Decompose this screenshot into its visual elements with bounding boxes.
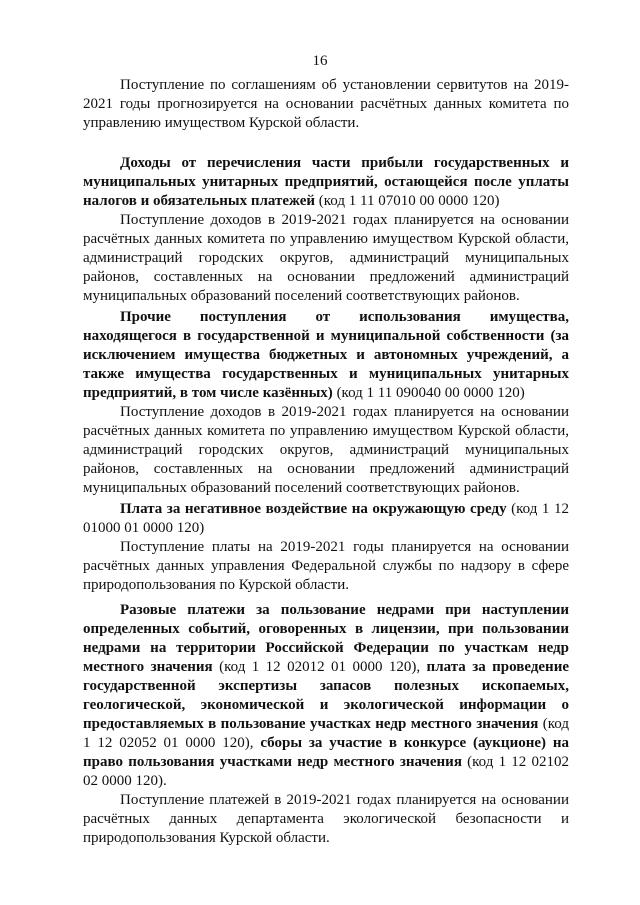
bold-text-run: налогов и обязательных платежей <box>83 193 316 209</box>
text-line <box>83 639 569 658</box>
bold-text-run: Прочие поступления от использования имущества, <box>120 309 569 325</box>
bold-text-run: предоставляемых в пользование участках недр местного значения <box>83 716 539 732</box>
bold-text-run: исключением имущества бюджетных и автономных учреждений, а <box>83 347 569 363</box>
text-run: 1 12 02052 01 0000 120), <box>83 735 261 751</box>
text-line <box>83 192 569 211</box>
bold-text-run: также имущества государственных и муниципальных унитарных <box>83 366 569 382</box>
text-line <box>83 308 569 327</box>
text-line <box>83 696 569 715</box>
text-line: Поступление платежей в 2019-2021 годах планируется на основании <box>120 792 569 808</box>
text-line: Поступление доходов в 2019-2021 годах планируется на основании <box>120 404 569 420</box>
paragraph-property-use-income <box>83 308 569 498</box>
text-run: (код 1 11 090040 00 0000 120) <box>332 385 525 401</box>
text-line <box>83 658 569 677</box>
text-line <box>83 500 569 519</box>
bold-text-run: сборы за участие в конкурсе (аукционе) на <box>260 735 569 751</box>
text-line: расчётных данных комитета по управлению имуществом Курской области, <box>83 423 569 439</box>
text-line <box>83 601 569 620</box>
text-run: (код 1 12 02102 <box>461 754 569 770</box>
paragraph-enterprise-profit-income <box>83 154 569 306</box>
text-line: районов, составленных на основании предложений администраций <box>83 461 569 477</box>
bold-text-run: находящегося в государственной и муниципальной собственности (за <box>83 328 569 344</box>
text-line <box>83 715 569 734</box>
text-line <box>83 620 569 639</box>
text-line: Поступление платы на 2019-2021 годы планируется на основании <box>120 539 569 555</box>
text-line: 02 0000 120). <box>83 773 167 789</box>
bold-text-run: Плата за негативное воздействие на окружающую среду <box>120 501 507 517</box>
text-line: расчётных данных департамента экологической безопасности и <box>83 811 569 827</box>
bold-text-run: предприятий, в том числе казённых) <box>83 385 333 401</box>
text-line <box>83 327 569 346</box>
text-line <box>83 346 569 365</box>
paragraph-subsoil-payments <box>83 601 569 848</box>
text-line: Поступление по соглашениям об установлении сервитутов на 2019- <box>120 77 569 93</box>
text-line: природопользования Курской области. <box>83 830 330 846</box>
text-line: расчётных данных комитета по управлению имуществом Курской области, <box>83 231 569 247</box>
text-run: (код 1 12 02012 01 0000 120), <box>212 659 427 675</box>
text-line: 01000 01 0000 120) <box>83 520 205 536</box>
text-line: администраций городских округов, администраций муниципальных <box>83 442 569 458</box>
text-line: 2021 годы прогнозируется на основании расчётных данных комитета по <box>83 96 569 112</box>
text-run: (код 1 11 07010 00 0000 120) <box>315 193 500 209</box>
text-line <box>83 173 569 192</box>
bold-text-run: государственной экспертизы запасов полезных ископаемых, <box>83 678 569 694</box>
text-line <box>83 384 569 403</box>
bold-text-run: геологической, экономической и экологической информации о <box>83 697 569 713</box>
bold-text-run: муниципальных унитарных предприятий, остающейся после уплаты <box>83 174 569 190</box>
text-run: (код <box>538 716 569 732</box>
text-line <box>83 734 569 753</box>
bold-text-run: плата за проведение <box>426 659 570 675</box>
text-run: (код 1 12 <box>506 501 569 517</box>
text-line: районов, составленных на основании предложений администраций <box>83 269 569 285</box>
text-line <box>83 365 569 384</box>
text-line: управлению имуществом Курской области. <box>83 115 360 131</box>
text-line: расчётных данных управления Федеральной службы по надзору в сфере <box>83 558 569 574</box>
text-line <box>83 677 569 696</box>
text-line: муниципальных образований поселений соответствующих районов. <box>83 480 520 496</box>
bold-text-run: Разовые платежи за пользование недрами при наступлении <box>120 602 569 618</box>
text-line: природопользования по Курской области. <box>83 577 350 593</box>
bold-text-run: местного значения <box>83 659 213 675</box>
bold-text-run: право пользования участками недр местного значения <box>83 754 462 770</box>
bold-text-run: Доходы от перечисления части прибыли государственных и <box>120 155 569 171</box>
bold-text-run: недрами на территории Российской Федерации по участкам недр <box>83 640 569 656</box>
page-number: 16 <box>312 53 328 69</box>
text-line <box>83 753 569 772</box>
text-line: муниципальных образований поселений соответствующих районов. <box>83 288 520 304</box>
text-line: Поступление доходов в 2019-2021 годах планируется на основании <box>120 212 569 228</box>
bold-text-run: определенных событий, оговоренных в лицензии, при пользовании <box>83 621 569 637</box>
paragraph-servitude-income <box>83 76 569 133</box>
paragraph-environmental-fee <box>83 500 569 595</box>
text-line <box>83 154 569 173</box>
text-line: администраций городских округов, администраций муниципальных <box>83 250 569 266</box>
